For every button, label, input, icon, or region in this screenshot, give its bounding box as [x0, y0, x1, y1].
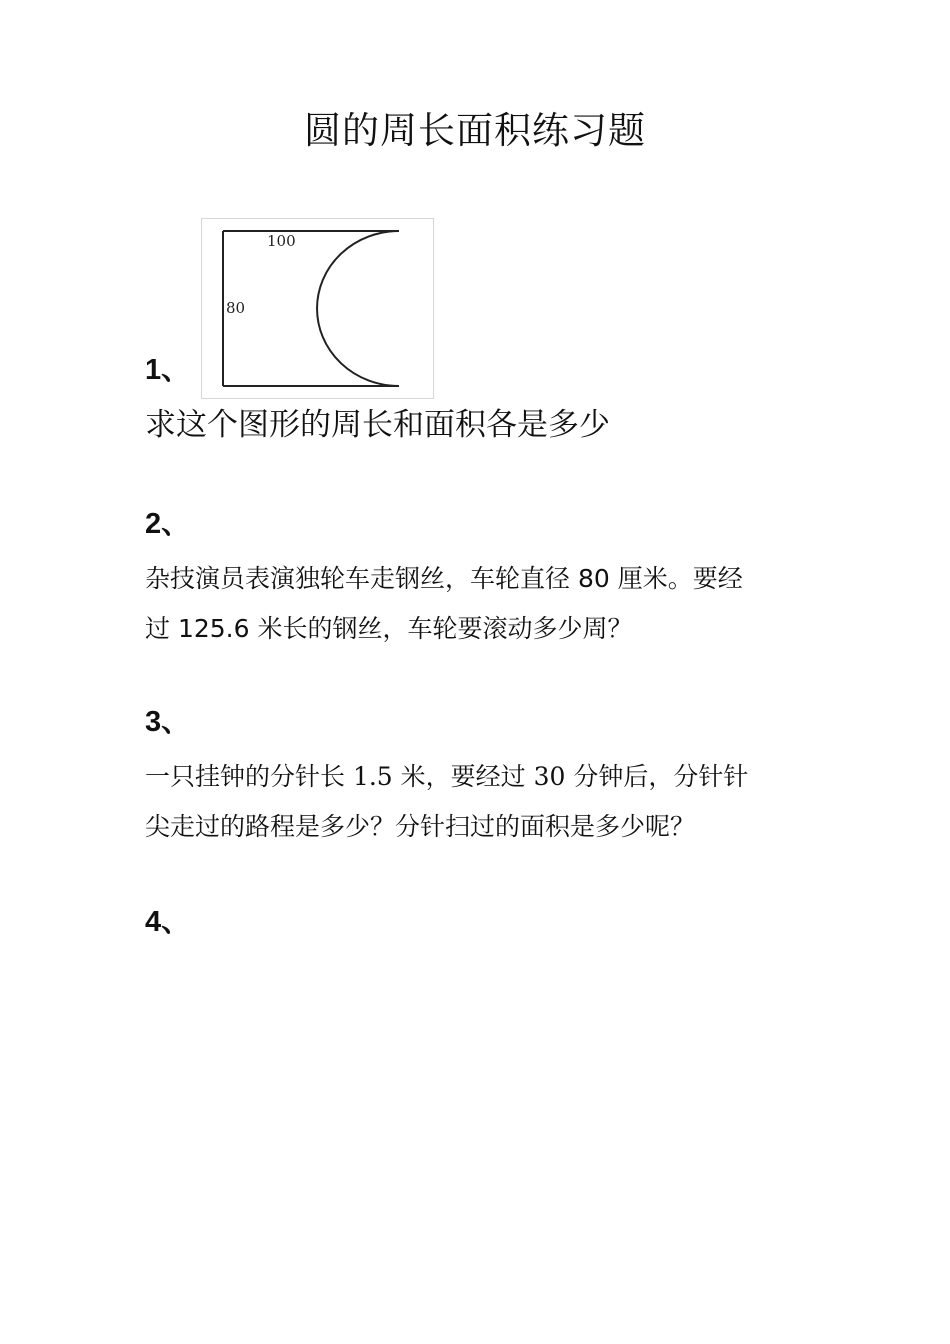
page-title: 圆的周长面积练习题 [304, 109, 646, 152]
question-3-number: 3、 [145, 706, 191, 738]
question-3-line-2: 尖走过的路程是多少？分针扫过的面积是多少呢？ [145, 812, 696, 841]
figure-semicircle-arc [317, 231, 399, 386]
question-4-number: 4、 [145, 906, 191, 938]
figure-top-label: 100 [267, 232, 296, 250]
question-3-line-1: 一只挂钟的分针长 1.5 米，要经过 30 分钟后，分针针 [145, 762, 749, 791]
question-2-line-1: 杂技演员表演独轮车走钢丝，车轮直径 80 厘米。要经 [145, 564, 743, 593]
figure-side-label: 80 [226, 299, 246, 317]
figure-box [201, 218, 434, 399]
question-1-text: 求这个图形的周长和面积各是多少 [145, 407, 610, 443]
question-1-number: 1、 [145, 354, 191, 386]
figure-diagram [202, 219, 435, 400]
question-2-line-2: 过 125.6 米长的钢丝，车轮要滚动多少周？ [145, 614, 633, 643]
question-2-number: 2、 [145, 508, 191, 540]
